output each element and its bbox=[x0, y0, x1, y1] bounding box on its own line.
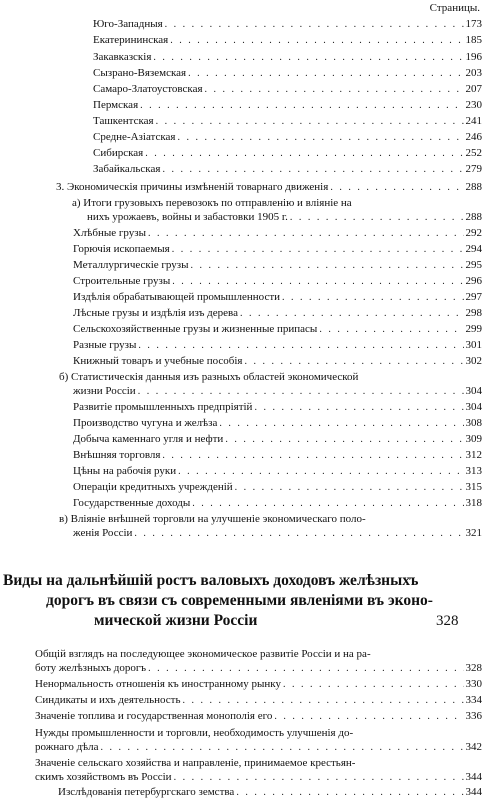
page-header-label: Страницы. bbox=[429, 2, 480, 14]
toc-entry bbox=[73, 497, 482, 510]
entry-page: 312 bbox=[465, 449, 482, 461]
dot-leader bbox=[138, 385, 464, 398]
toc-entry bbox=[35, 662, 482, 675]
entry-title-line: Нужды промышленности и торговли, необходимость улучшенiя до- bbox=[35, 727, 354, 739]
entry-page: 299 bbox=[465, 323, 482, 335]
toc-entry bbox=[73, 243, 482, 256]
entry-page: 246 bbox=[465, 131, 482, 143]
toc-entry bbox=[73, 465, 482, 478]
chapter-heading-line: мической жизни Россiи bbox=[94, 612, 258, 629]
section-page: 288 bbox=[465, 181, 482, 193]
toc-entry bbox=[58, 786, 482, 799]
entry-page: 173 bbox=[465, 18, 482, 30]
toc-entry bbox=[73, 481, 482, 494]
entry-page: 302 bbox=[465, 355, 482, 367]
dot-leader bbox=[205, 83, 464, 96]
entry-page: 288 bbox=[465, 211, 482, 223]
entry-title: Книжный товаръ и учебные пособiя bbox=[73, 355, 243, 367]
dot-leader bbox=[134, 527, 463, 540]
dot-leader bbox=[244, 355, 463, 368]
entry-title: Средне-Азiатская bbox=[93, 131, 176, 143]
dot-leader bbox=[148, 662, 463, 675]
dot-leader bbox=[235, 481, 464, 494]
dot-leader bbox=[236, 786, 463, 799]
dot-leader bbox=[170, 34, 463, 47]
dot-leader bbox=[172, 243, 464, 256]
dot-leader bbox=[153, 51, 463, 64]
entry-page: 313 bbox=[465, 465, 482, 477]
entry-page: 304 bbox=[465, 385, 482, 397]
toc-section bbox=[56, 181, 482, 194]
toc-entry bbox=[73, 417, 482, 430]
dot-leader bbox=[319, 323, 463, 336]
entry-title: рожнаго дѣла bbox=[35, 741, 99, 753]
dot-leader bbox=[182, 694, 463, 707]
entry-title: боту желѣзныхъ дорогъ bbox=[35, 662, 147, 674]
entry-page: 292 bbox=[465, 227, 482, 239]
entry-title: Металлургическiе грузы bbox=[73, 259, 189, 271]
dot-leader bbox=[145, 147, 463, 160]
entry-title: скимъ хозяйствомъ въ Россiи bbox=[35, 771, 172, 783]
entry-page: 309 bbox=[465, 433, 482, 445]
entry-page: 207 bbox=[465, 83, 482, 95]
entry-page: 203 bbox=[465, 67, 482, 79]
entry-page: 297 bbox=[465, 291, 482, 303]
entry-page: 318 bbox=[465, 497, 482, 509]
entry-page: 315 bbox=[465, 481, 482, 493]
dot-leader bbox=[191, 259, 464, 272]
entry-title-line: Значенiе сельскаго хозяйства и направленiе, принимаемое крестьян- bbox=[35, 757, 356, 769]
entry-title: Екатерининская bbox=[93, 34, 169, 46]
entry-title: Операцiи кредитныхъ учрежденiй bbox=[73, 481, 233, 493]
entry-title: Производство чугуна и желѣза bbox=[73, 417, 218, 429]
toc-entry bbox=[73, 449, 482, 462]
toc-entry bbox=[73, 355, 482, 368]
entry-page: 252 bbox=[465, 147, 482, 159]
entry-title: Хлѣбные грузы bbox=[73, 227, 147, 239]
toc-entry bbox=[73, 527, 482, 540]
toc-entry bbox=[35, 710, 482, 723]
toc-entry bbox=[93, 51, 482, 64]
entry-page: 185 bbox=[465, 34, 482, 46]
entry-page: 279 bbox=[465, 163, 482, 175]
toc-entry bbox=[73, 339, 482, 352]
toc-entry bbox=[73, 227, 482, 240]
toc-entry bbox=[73, 433, 482, 446]
entry-title: жизни Россiи bbox=[73, 385, 136, 397]
toc-entry bbox=[93, 131, 482, 144]
entry-title: Сызрано-Вяземская bbox=[93, 67, 187, 79]
dot-leader bbox=[140, 99, 463, 112]
entry-page: 344 bbox=[465, 771, 482, 783]
toc-entry bbox=[73, 307, 482, 320]
entry-page: 330 bbox=[465, 678, 482, 690]
entry-title: Государственные доходы bbox=[73, 497, 191, 509]
toc-entry bbox=[93, 83, 482, 96]
subsection-title-line: в) Влiянiе внѣшней торговли на улучшенiе экономическаго поло- bbox=[59, 513, 366, 525]
entry-page: 230 bbox=[465, 99, 482, 111]
entry-title: Ненормальность отношенiя къ иностранному рынку bbox=[35, 678, 281, 690]
entry-title: Юго-Западныя bbox=[93, 18, 163, 30]
dot-leader bbox=[178, 131, 464, 144]
entry-page: 336 bbox=[465, 710, 482, 722]
toc-entry bbox=[73, 275, 482, 288]
entry-title: Сельскохозяйственные грузы и жизненные припасы bbox=[73, 323, 318, 335]
entry-title: Цѣны на рабочiя руки bbox=[73, 465, 177, 477]
entry-page: 241 bbox=[465, 115, 482, 127]
dot-leader bbox=[219, 417, 463, 430]
entry-title: Самаро-Златоустовская bbox=[93, 83, 203, 95]
toc-entry bbox=[35, 694, 482, 707]
toc-entry bbox=[35, 771, 482, 784]
toc-entry bbox=[73, 259, 482, 272]
entry-page: 301 bbox=[465, 339, 482, 351]
entry-title: Закавказскiя bbox=[93, 51, 152, 63]
toc-entry bbox=[73, 291, 482, 304]
dot-leader bbox=[165, 18, 464, 31]
entry-title: Разные грузы bbox=[73, 339, 137, 351]
dot-leader bbox=[162, 163, 463, 176]
entry-page: 298 bbox=[465, 307, 482, 319]
toc-entry bbox=[87, 211, 482, 224]
entry-page: 334 bbox=[465, 694, 482, 706]
entry-page: 304 bbox=[465, 401, 482, 413]
entry-title: Синдикаты и ихъ деятельность bbox=[35, 694, 181, 706]
dot-leader bbox=[162, 449, 463, 462]
dot-leader bbox=[282, 291, 463, 304]
toc-entry bbox=[73, 385, 482, 398]
dot-leader bbox=[148, 227, 463, 240]
dot-leader bbox=[274, 710, 463, 723]
dot-leader bbox=[240, 307, 464, 320]
dot-leader bbox=[290, 211, 464, 224]
toc-entry bbox=[93, 34, 482, 47]
dot-leader bbox=[172, 275, 463, 288]
dot-leader bbox=[283, 678, 464, 691]
dot-leader bbox=[192, 497, 463, 510]
entry-page: 296 bbox=[465, 275, 482, 287]
entry-page: 328 bbox=[465, 662, 482, 674]
entry-title: Издѣлiя обрабатывающей промышленности bbox=[73, 291, 281, 303]
toc-entry bbox=[35, 678, 482, 691]
entry-title: Ташкентская bbox=[93, 115, 154, 127]
dot-leader bbox=[188, 67, 463, 80]
entry-page: 321 bbox=[465, 527, 482, 539]
chapter-page: 328 bbox=[436, 613, 459, 629]
toc-entry bbox=[93, 163, 482, 176]
dot-leader bbox=[178, 465, 463, 478]
entry-page: 344 bbox=[465, 786, 482, 798]
dot-leader bbox=[101, 741, 464, 754]
chapter-heading-line: Виды на дальнѣйшiй ростъ валовыхъ доходовъ желѣзныхъ bbox=[3, 572, 419, 589]
entry-page: 308 bbox=[465, 417, 482, 429]
entry-title: Забайкальская bbox=[93, 163, 161, 175]
toc-entry bbox=[35, 741, 482, 754]
entry-page: 295 bbox=[465, 259, 482, 271]
dot-leader bbox=[138, 339, 463, 352]
chapter-heading-line: дорогъ въ связи съ современными явленiями въ эконо- bbox=[46, 592, 433, 609]
entry-title: женiя Россiи bbox=[73, 527, 133, 539]
entry-title: Горючiя ископаемыя bbox=[73, 243, 170, 255]
toc-entry bbox=[93, 147, 482, 160]
dot-leader bbox=[254, 401, 463, 414]
section-title: 3. Экономическiя причины измѣненiй товарнаго движенiя bbox=[56, 181, 329, 193]
dot-leader bbox=[174, 771, 464, 784]
entry-title: Пермская bbox=[93, 99, 139, 111]
dot-leader bbox=[156, 115, 464, 128]
toc-entry bbox=[73, 323, 482, 336]
entry-page: 294 bbox=[465, 243, 482, 255]
toc-entry bbox=[73, 401, 482, 414]
entry-page: 196 bbox=[465, 51, 482, 63]
entry-title: нихъ урожаевъ, войны и забастовки 1905 г. bbox=[87, 211, 288, 223]
entry-title-line: Общiй взглядъ на последующее экономическое развитiе Россiи и на ра- bbox=[35, 648, 371, 660]
entry-title: Развитiе промышленныхъ предпрiятiй bbox=[73, 401, 253, 413]
entry-title: Лѣсные грузы и издѣлiя изъ дерева bbox=[73, 307, 238, 319]
dot-leader bbox=[330, 181, 463, 194]
toc-entry bbox=[93, 18, 482, 31]
toc-entry bbox=[93, 67, 482, 80]
entry-title: Строительные грузы bbox=[73, 275, 171, 287]
entry-title: Значенiе топлива и государственная монополiя его bbox=[35, 710, 273, 722]
entry-title: Сибирская bbox=[93, 147, 144, 159]
subsection-title-line: а) Итоги грузовыхъ перевозокъ по отправленiю и влiянiе на bbox=[72, 197, 352, 209]
entry-title: Внѣшняя торговля bbox=[73, 449, 161, 461]
entry-title: Изслѣдованiя петербургскаго земства bbox=[58, 786, 235, 798]
toc-entry bbox=[93, 115, 482, 128]
toc-entry bbox=[93, 99, 482, 112]
dot-leader bbox=[225, 433, 463, 446]
subsection-title-line: б) Статистическiя данныя изъ разныхъ областей экономической bbox=[59, 371, 359, 383]
entry-page: 342 bbox=[465, 741, 482, 753]
entry-title: Добыча каменнаго угля и нефти bbox=[73, 433, 224, 445]
